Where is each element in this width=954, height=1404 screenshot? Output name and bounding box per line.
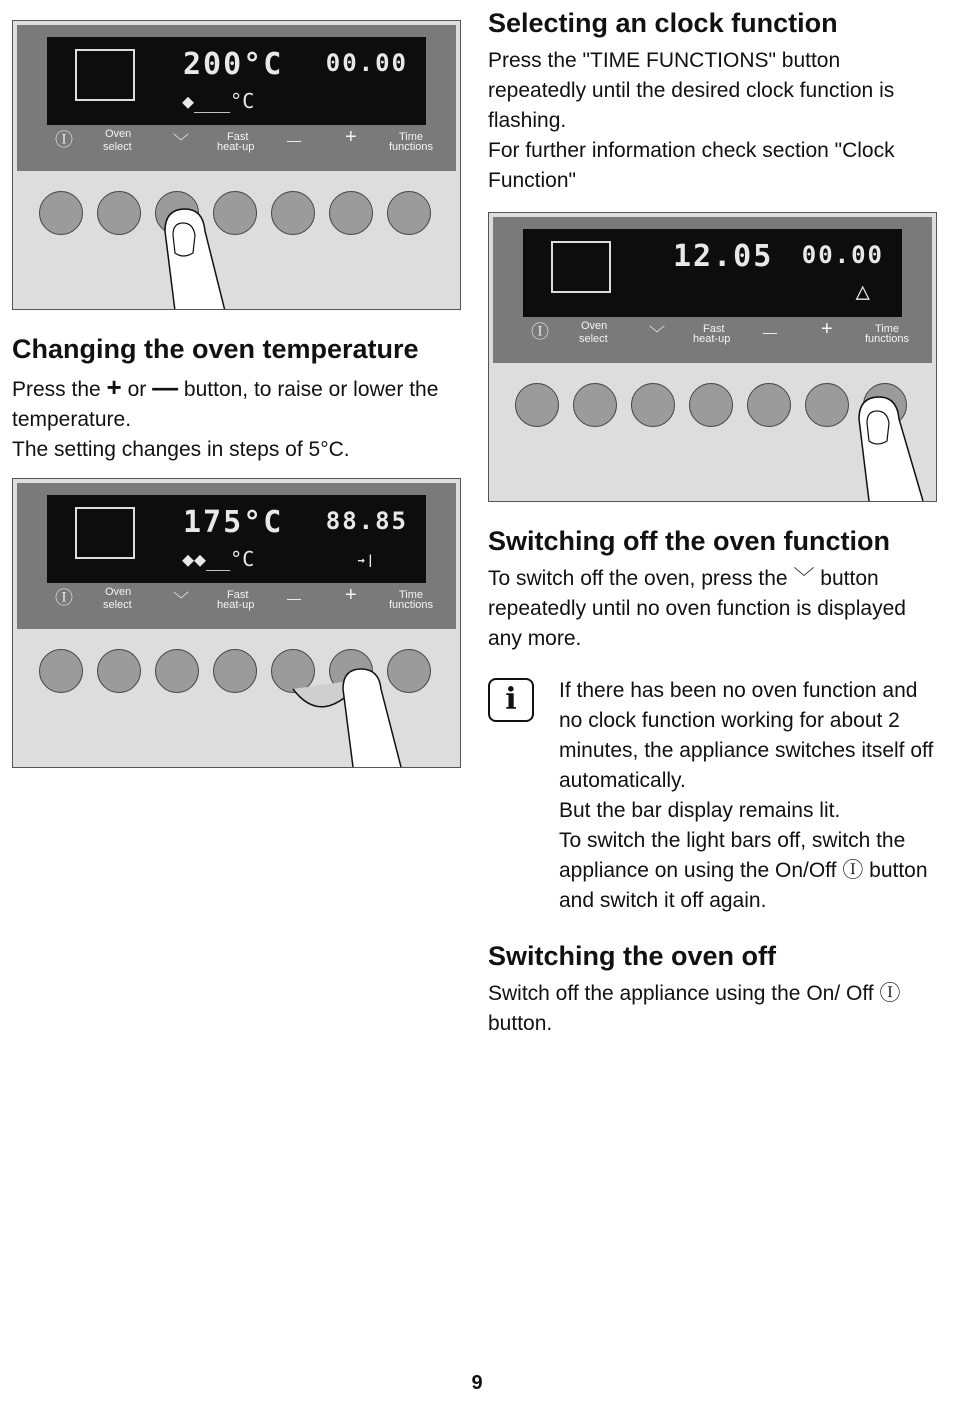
onoff-icon: Ⓘ [531, 322, 549, 342]
oven-symbol-icon [75, 49, 135, 101]
paragraph-switch-off-function [488, 564, 944, 654]
info-note [559, 676, 944, 916]
onoff-button[interactable] [39, 649, 83, 693]
label-fast: Fast [227, 131, 249, 143]
text: or [121, 378, 153, 401]
onoff-icon: Ⓘ [55, 130, 73, 150]
chevron-down-icon: ﹀ [649, 326, 666, 343]
fast-heatup-button[interactable] [213, 649, 257, 693]
oven-select-button[interactable] [97, 191, 141, 235]
label-time: Time [875, 323, 900, 335]
temperature-readout: 200°C [183, 47, 284, 82]
control-panel [17, 25, 456, 171]
paragraph-switch-oven-off [488, 979, 944, 1039]
plus-icon: + [345, 584, 357, 606]
clock-readout: 00.00 [801, 241, 884, 269]
time-functions-button[interactable] [387, 191, 431, 235]
heading-change-temperature: Changing the oven temperature [12, 334, 419, 364]
heading-clock-function: Selecting an clock function [488, 8, 838, 38]
plus-icon: + [821, 318, 833, 340]
label-time: Time [399, 589, 424, 601]
label-fast: Fast [703, 323, 725, 335]
minus-button[interactable] [271, 191, 315, 235]
oven-symbol-icon [75, 507, 135, 559]
finger-press-icon [857, 389, 935, 501]
label-oven: Oven [105, 586, 132, 598]
label-select: select [579, 333, 608, 345]
clock-readout-main: 12.05 [673, 239, 774, 274]
text: button repeatedly until no oven function is displayed any more. [488, 567, 906, 650]
label-functions: functions [389, 599, 434, 611]
label-select: select [103, 599, 132, 611]
text: Switch off the appliance using the On/ Off [488, 982, 880, 1005]
onoff-icon: Ⓘ [879, 982, 901, 1005]
heading-switch-oven-off: Switching the oven off [488, 941, 776, 971]
oven-panel-figure-3 [488, 212, 937, 502]
control-panel [493, 217, 932, 363]
oven-select-button[interactable] [97, 649, 141, 693]
label-heatup: heat-up [693, 333, 731, 345]
onoff-button[interactable] [39, 191, 83, 235]
label-select: select [103, 141, 132, 153]
temperature-readout: 175°C [183, 505, 284, 540]
heat-bar-indicator: ◆___°C [182, 89, 255, 113]
clock-readout: 88.85 [325, 507, 408, 535]
label-heatup: heat-up [217, 599, 255, 611]
label-fast: Fast [227, 589, 249, 601]
end-arrow-icon: →| [357, 553, 376, 567]
text: button. [488, 1012, 553, 1035]
chevron-down-icon: ﹀ [793, 567, 815, 590]
down-button[interactable] [155, 649, 199, 693]
heat-bar-indicator: ◆◆__°C [182, 547, 255, 571]
minus-icon: — [763, 324, 777, 340]
oven-display [523, 229, 902, 317]
fast-heatup-button[interactable] [689, 383, 733, 427]
clock-readout: 00.00 [325, 49, 408, 77]
paragraph-clock-function [488, 46, 944, 196]
minus-icon: — [287, 590, 301, 606]
label-functions: functions [389, 141, 434, 153]
plus-icon: + [345, 126, 357, 148]
label-heatup: heat-up [217, 141, 255, 153]
text: If there has been no oven function and no clock function working for about 2 minutes, the appliance switches itself off automatically. [559, 679, 934, 792]
page-number: 9 [471, 1372, 483, 1394]
minus-button[interactable] [747, 383, 791, 427]
oven-select-button[interactable] [573, 383, 617, 427]
text: To switch off the oven, press the [488, 567, 794, 590]
text: To switch the light bars off, switch the appliance on using the On/Off [559, 829, 906, 882]
finger-swipe-icon [283, 659, 423, 767]
oven-panel-figure-2 [12, 478, 461, 768]
info-icon: i [488, 678, 534, 722]
paragraph-change-temperature [12, 372, 462, 465]
text: button and switch it off again. [559, 859, 928, 912]
oven-panel-figure-1 [12, 20, 461, 310]
finger-press-icon [163, 201, 253, 310]
panel-labels [17, 584, 456, 623]
text: button, to raise or lower the temperature. [12, 378, 439, 431]
onoff-button[interactable] [515, 383, 559, 427]
text: Press the "TIME FUNCTIONS" button repeatedly until the desired clock function is flashing. [488, 49, 895, 132]
heading-switch-off-function: Switching off the oven function [488, 526, 890, 556]
text: For further information check section "Clock Function" [488, 139, 895, 192]
plus-icon: + [106, 372, 122, 402]
bell-icon: △ [855, 277, 872, 305]
label-time: Time [399, 131, 424, 143]
minus-icon: — [152, 372, 179, 402]
label-oven: Oven [105, 128, 132, 140]
control-panel [17, 483, 456, 629]
label-oven: Oven [581, 320, 608, 332]
text: But the bar display remains lit. [559, 799, 841, 822]
chevron-down-icon: ﹀ [173, 592, 190, 609]
panel-labels [493, 318, 932, 357]
plus-button[interactable] [805, 383, 849, 427]
down-button[interactable] [631, 383, 675, 427]
oven-display [47, 37, 426, 125]
text: The setting changes in steps of 5°C. [12, 438, 350, 461]
panel-labels [17, 126, 456, 165]
oven-display [47, 495, 426, 583]
label-functions: functions [865, 333, 910, 345]
oven-symbol-icon [551, 241, 611, 293]
plus-button[interactable] [329, 191, 373, 235]
text: Press the [12, 378, 107, 401]
minus-icon: — [287, 132, 301, 148]
chevron-down-icon: ﹀ [173, 134, 190, 151]
onoff-icon: Ⓘ [55, 588, 73, 608]
onoff-icon: Ⓘ [842, 859, 864, 882]
